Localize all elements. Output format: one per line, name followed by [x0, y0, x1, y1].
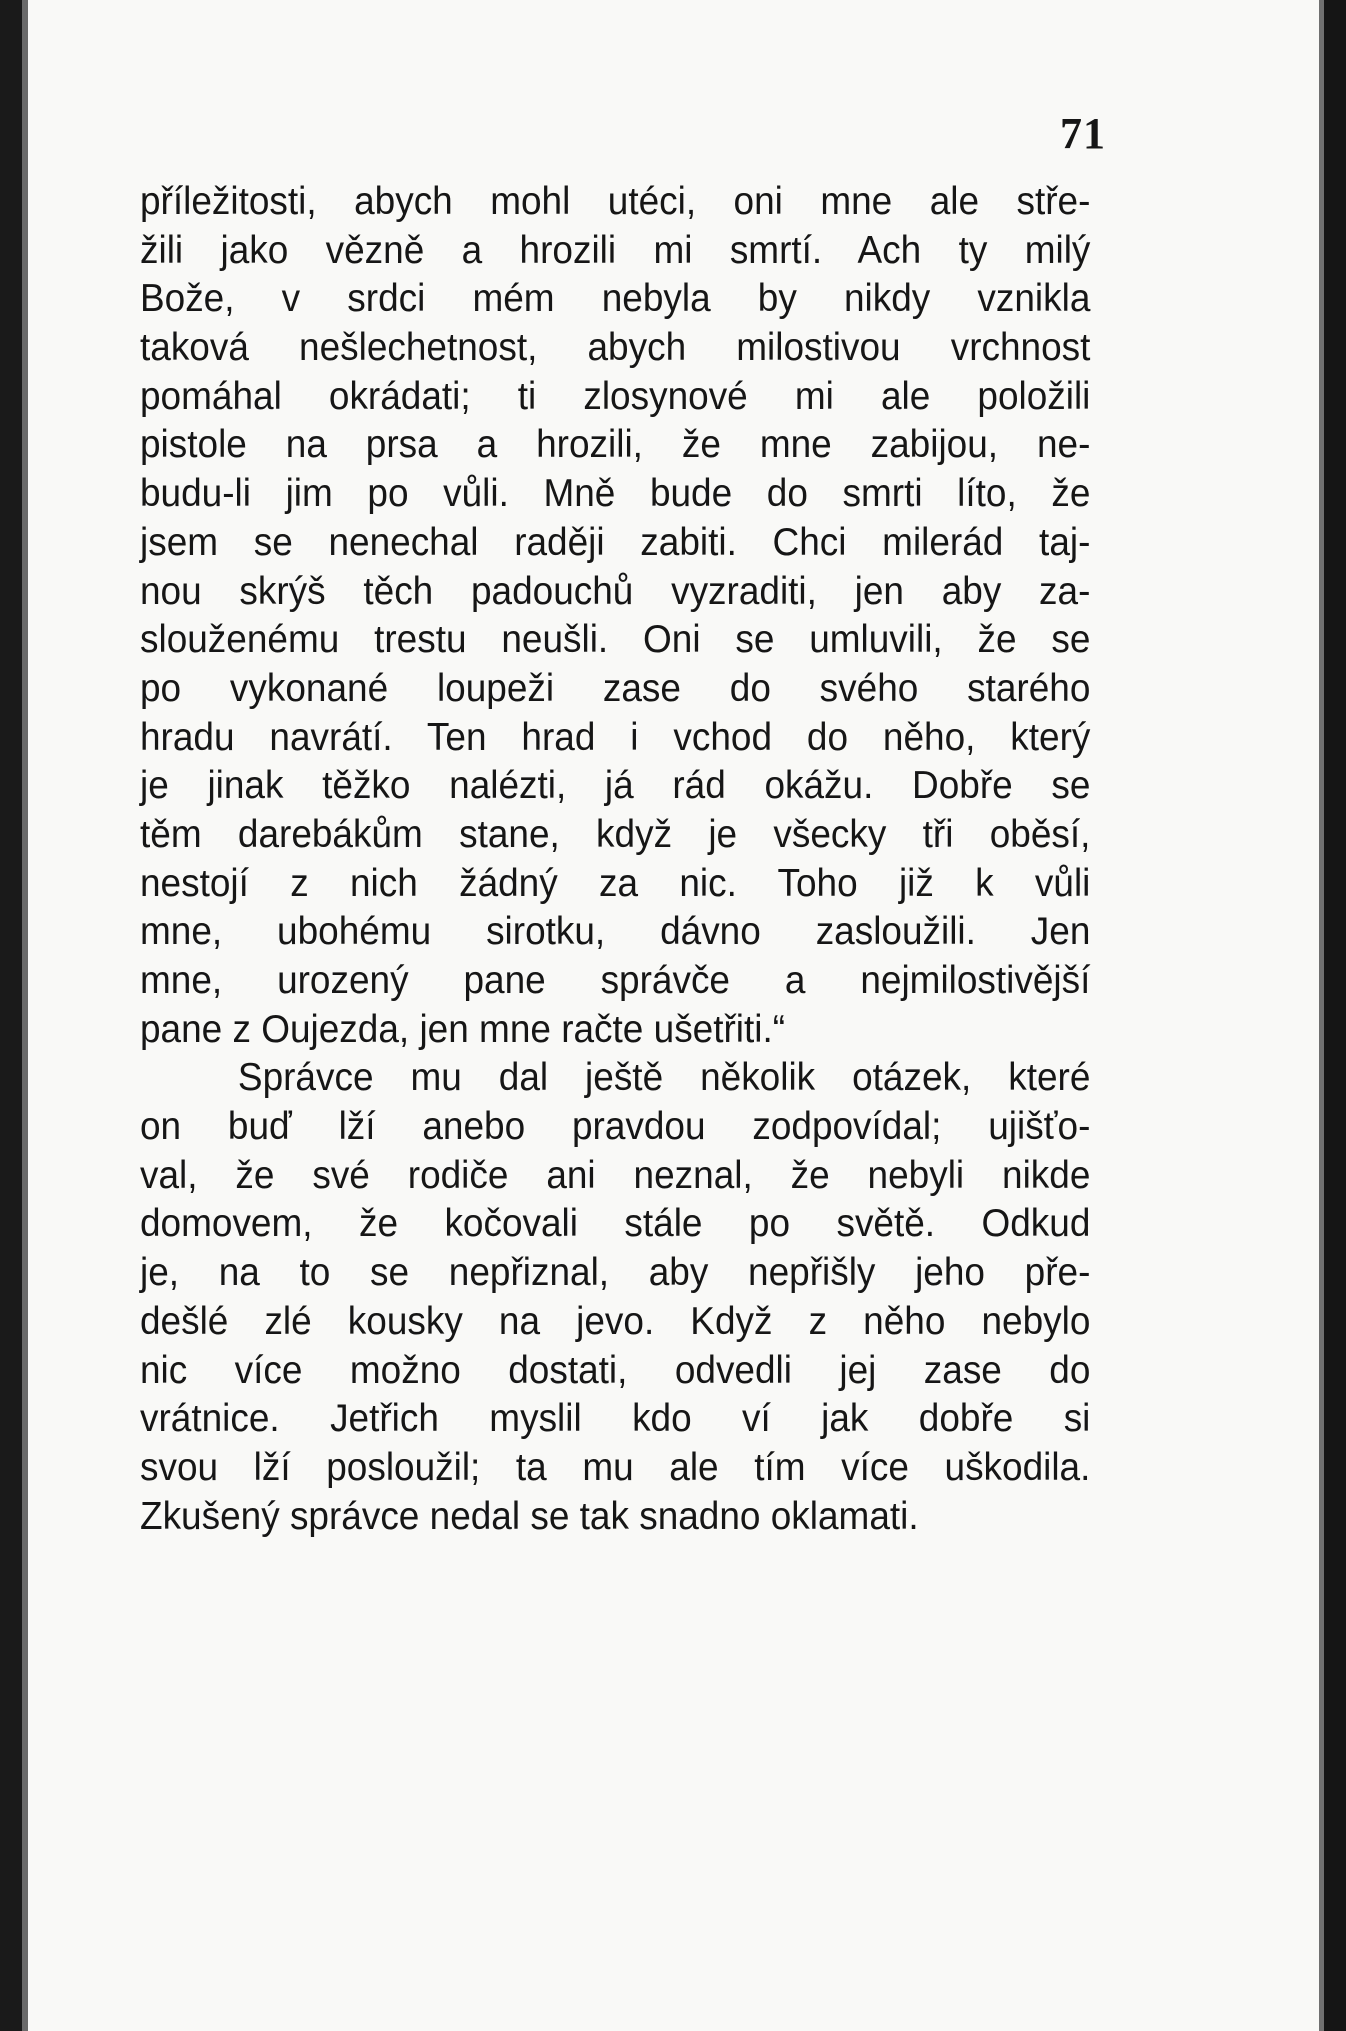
text-line: nic více možno dostati, odvedli jej zase do — [140, 1348, 1091, 1392]
text-line: on buď lží anebo pravdou zodpovídal; ujišťo- — [140, 1105, 1091, 1149]
text-line: pomáhal okrádati; ti zlosynové mi ale položili — [140, 374, 1091, 418]
text-line: budu-li jim po vůli. Mně bude do smrti líto, že — [140, 472, 1091, 516]
text-line: Zkušený správce nedal se tak snadno oklamati. — [140, 1494, 919, 1538]
text-line: je, na to se nepřiznal, aby nepřišly jeho pře- — [140, 1251, 1091, 1295]
text-line: mne, ubohému sirotku, dávno zasloužili. Jen — [140, 910, 1091, 954]
text-line: svou lží posloužil; ta mu ale tím více uškodila. — [140, 1445, 1091, 1489]
text-line: pistole na prsa a hrozili, že mne zabijou, ne- — [140, 423, 1091, 467]
text-line: val, že své rodiče ani neznal, že nebyli nikde — [140, 1153, 1091, 1197]
text-line: dešlé zlé kousky na jevo. Když z něho nebylo — [140, 1299, 1091, 1343]
text-line: žili jako vězně a hrozili mi smrtí. Ach ty milý — [140, 228, 1091, 272]
text-line: slouženému trestu neušli. Oni se umluvili, že se — [140, 618, 1091, 662]
text-line: vrátnice. Jetřich myslil kdo ví jak dobře si — [140, 1397, 1091, 1441]
text-line: je jinak těžko nalézti, já rád okážu. Dobře se — [140, 764, 1091, 808]
page-left-border — [0, 0, 22, 2031]
text-line: domovem, že kočovali stále po světě. Odkud — [140, 1202, 1091, 1246]
text-line: nou skrýš těch padouchů vyzraditi, jen aby za- — [140, 569, 1091, 613]
text-line: Bože, v srdci mém nebyla by nikdy vznikla — [140, 277, 1091, 321]
text-line: pane z Oujezda, jen mne račte ušetřiti.“ — [140, 1007, 786, 1051]
text-line: po vykonané loupeži zase do svého starého — [140, 666, 1091, 710]
text-line: hradu navrátí. Ten hrad i vchod do něho, který — [140, 715, 1091, 759]
page-right-border — [1324, 0, 1346, 2031]
text-line: příležitosti, abych mohl utéci, oni mne ale stře- — [140, 180, 1091, 223]
text-line: nestojí z nich žádný za nic. Toho již k vůli — [140, 861, 1091, 905]
text-line: mne, urozený pane správče a nejmilostivější — [140, 959, 1091, 1002]
text-line: Správce mu dal ještě několik otázek, které — [237, 1056, 1091, 1100]
body-text — [140, 178, 1090, 1541]
text-line: jsem se nenechal raději zabiti. Chci milerád taj- — [140, 520, 1091, 564]
page-left-border-shade — [22, 0, 28, 2031]
page-number: 71 — [1060, 109, 1106, 158]
text-line: taková nešlechetnost, abych milostivou vrchnost — [140, 326, 1091, 370]
page-right-border-shade — [1319, 0, 1324, 2031]
text-line: těm darebákům stane, když je všecky tři oběsí, — [140, 812, 1091, 856]
